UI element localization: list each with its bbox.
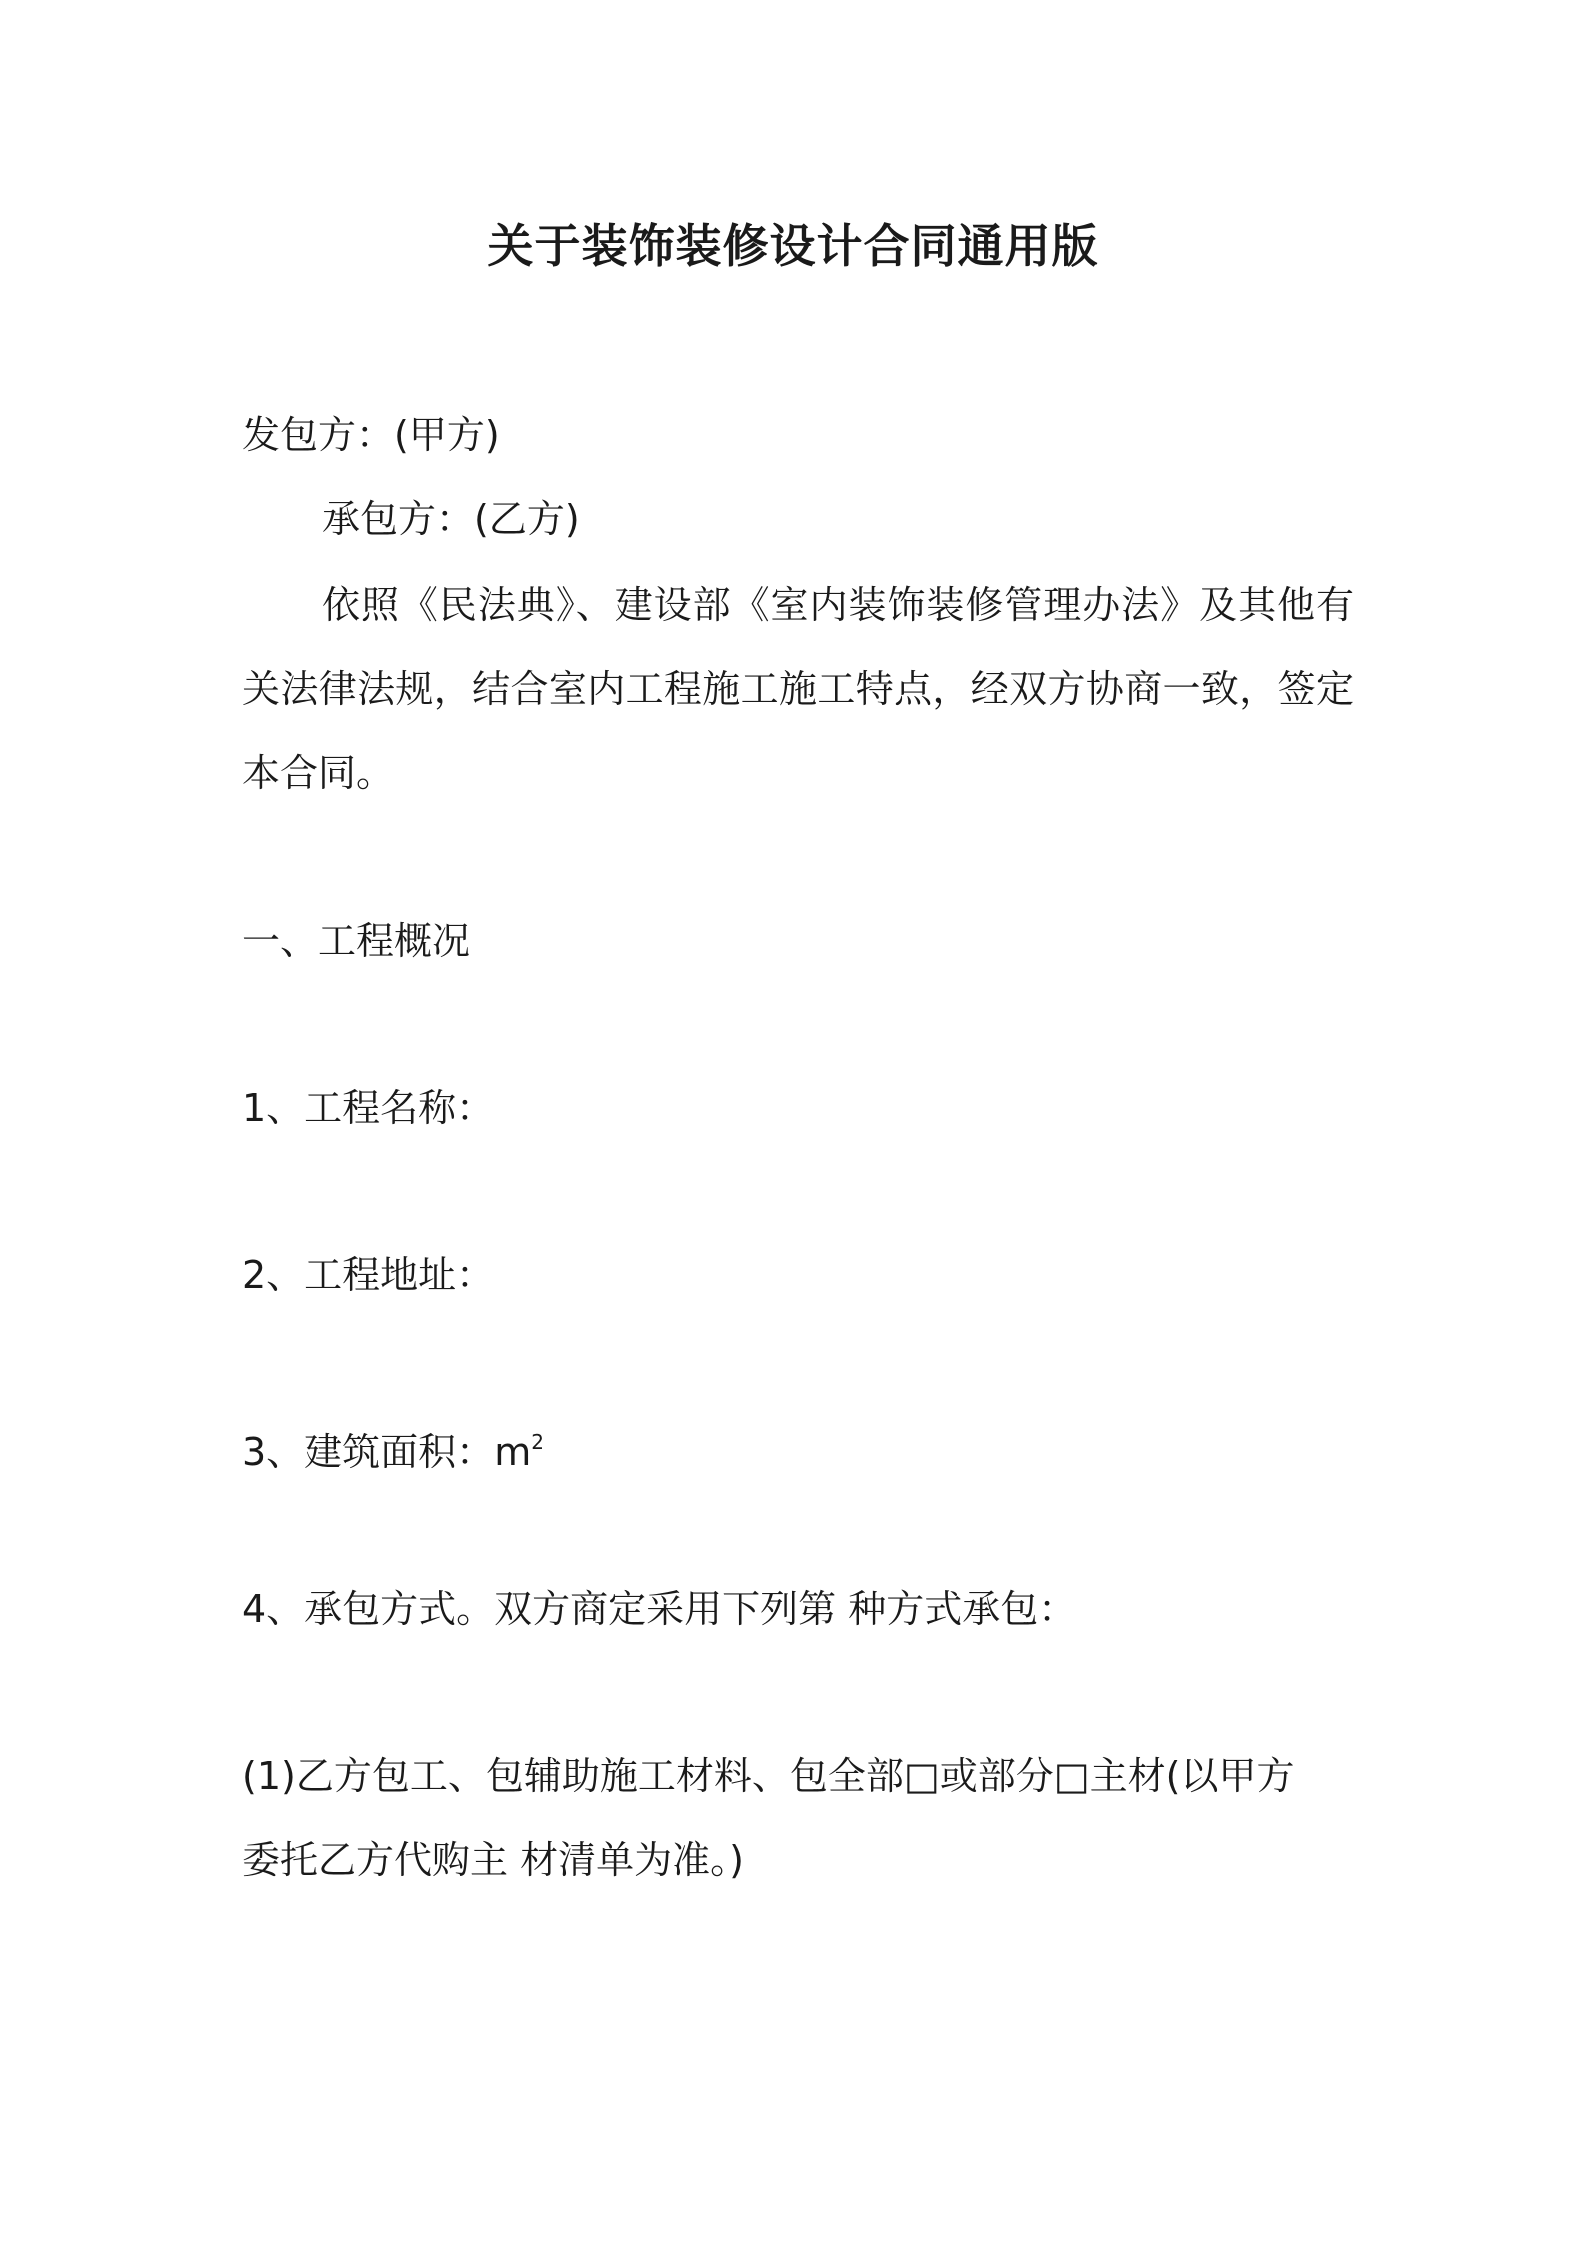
area-unit: m bbox=[494, 1430, 532, 1474]
item-building-area-label: 3、建筑面积： bbox=[242, 1430, 495, 1474]
document-title: 关于装饰装修设计合同通用版 bbox=[487, 219, 1099, 273]
option-1-line-2: 委托乙方代购主 材清单为准。) bbox=[242, 1838, 744, 1882]
item-contract-mode: 4、承包方式。双方商定采用下列第 种方式承包： bbox=[242, 1587, 1077, 1631]
party-a-line: 发包方：(甲方) bbox=[242, 413, 500, 457]
section-1-heading: 一、工程概况 bbox=[242, 919, 471, 963]
party-b-line: 承包方：(乙方) bbox=[322, 497, 580, 541]
item-project-address: 2、工程地址： bbox=[242, 1253, 495, 1297]
preamble-paragraph: 依照《民法典》、建设部《室内装饰装修管理办法》及其他有关法律法规，结合室内工程施工施工特点，经双方协商一致，签定本合同。 bbox=[242, 583, 1354, 795]
option-1-line-1: (1)乙方包工、包辅助施工材料、包全部□或部分□主材(以甲方 bbox=[242, 1754, 1295, 1798]
item-project-name: 1、工程名称： bbox=[242, 1086, 495, 1130]
area-unit-superscript: 2 bbox=[531, 1430, 544, 1454]
item-building-area bbox=[242, 1417, 544, 1477]
